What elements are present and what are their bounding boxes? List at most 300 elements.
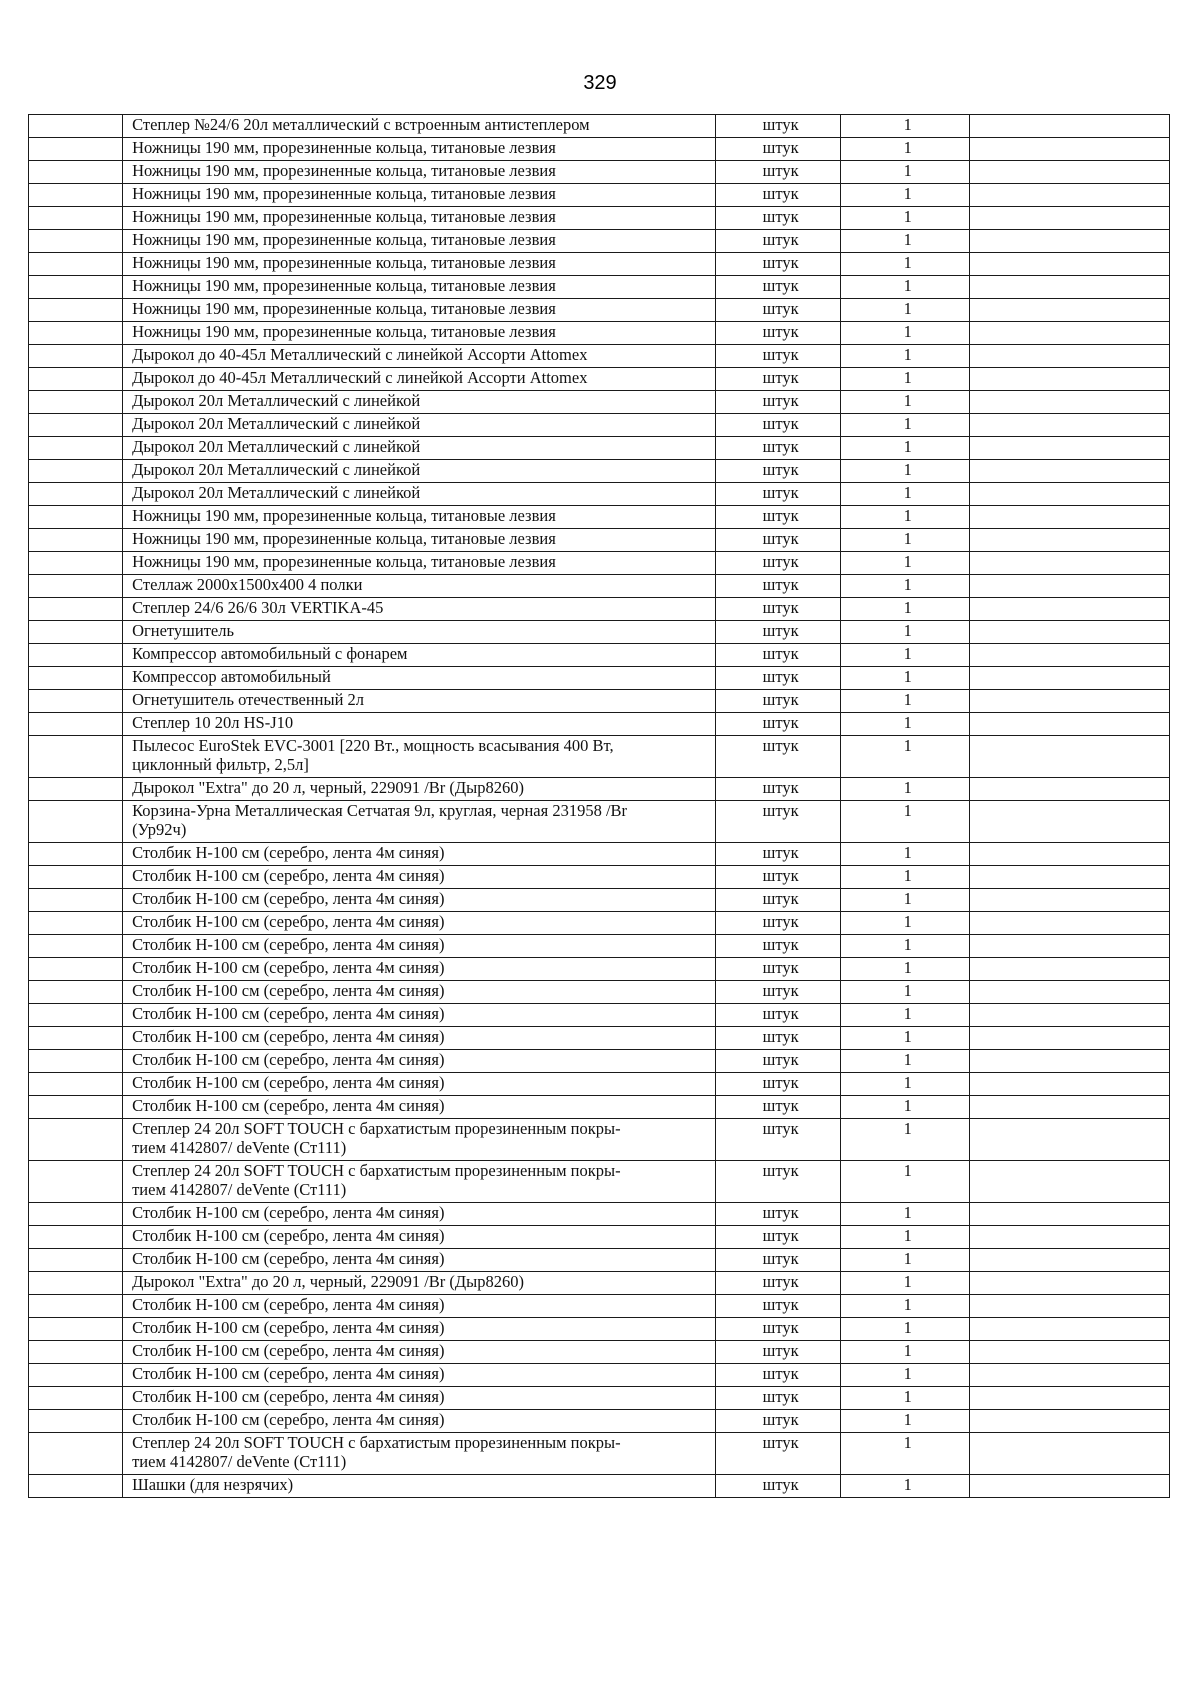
quantity-cell: 1 xyxy=(840,935,969,958)
unit-cell: штук xyxy=(715,1161,840,1203)
row-number-cell xyxy=(29,437,123,460)
item-name-cell: Ножницы 190 мм, прорезиненные кольца, титановые лезвия xyxy=(123,529,716,552)
item-name-cell: Ножницы 190 мм, прорезиненные кольца, титановые лезвия xyxy=(123,299,716,322)
item-name-cell: Столбик Н-100 см (серебро, лента 4м синяя) xyxy=(123,866,716,889)
quantity-cell: 1 xyxy=(840,713,969,736)
quantity-cell: 1 xyxy=(840,1475,969,1498)
unit-cell: штук xyxy=(715,1475,840,1498)
table-row xyxy=(29,1027,1170,1050)
unit-cell: штук xyxy=(715,1226,840,1249)
row-number-cell xyxy=(29,529,123,552)
note-cell xyxy=(969,207,1169,230)
note-cell xyxy=(969,598,1169,621)
quantity-cell: 1 xyxy=(840,276,969,299)
table-row xyxy=(29,299,1170,322)
item-name-cell xyxy=(123,1119,716,1161)
unit-cell: штук xyxy=(715,644,840,667)
unit-cell: штук xyxy=(715,1073,840,1096)
note-cell xyxy=(969,778,1169,801)
row-number-cell xyxy=(29,460,123,483)
item-name-cell: Ножницы 190 мм, прорезиненные кольца, титановые лезвия xyxy=(123,276,716,299)
item-name-line: Корзина-Урна Металлическая Сетчатая 9л, круглая, черная 231958 /Br xyxy=(132,801,628,820)
unit-cell: штук xyxy=(715,1410,840,1433)
item-name-cell: Степлер 10 20л HS-J10 xyxy=(123,713,716,736)
table-row xyxy=(29,667,1170,690)
quantity-cell: 1 xyxy=(840,1341,969,1364)
quantity-cell: 1 xyxy=(840,437,969,460)
quantity-cell: 1 xyxy=(840,958,969,981)
unit-cell: штук xyxy=(715,1096,840,1119)
row-number-cell xyxy=(29,253,123,276)
row-number-cell xyxy=(29,1027,123,1050)
unit-cell: штук xyxy=(715,138,840,161)
quantity-cell: 1 xyxy=(840,161,969,184)
row-number-cell xyxy=(29,1004,123,1027)
item-name-cell: Дырокол "Extra" до 20 л, черный, 229091 /Br (Дыр8260) xyxy=(123,778,716,801)
quantity-cell: 1 xyxy=(840,460,969,483)
quantity-cell: 1 xyxy=(840,912,969,935)
item-name-cell: Ножницы 190 мм, прорезиненные кольца, титановые лезвия xyxy=(123,506,716,529)
quantity-cell: 1 xyxy=(840,1203,969,1226)
note-cell xyxy=(969,1119,1169,1161)
note-cell xyxy=(969,230,1169,253)
unit-cell: штук xyxy=(715,1027,840,1050)
table-row xyxy=(29,958,1170,981)
item-name-line: тием 4142807/ deVente (Ст111) xyxy=(132,1180,347,1199)
quantity-cell: 1 xyxy=(840,1119,969,1161)
row-number-cell xyxy=(29,690,123,713)
note-cell xyxy=(969,1410,1169,1433)
quantity-cell: 1 xyxy=(840,889,969,912)
quantity-cell: 1 xyxy=(840,506,969,529)
note-cell xyxy=(969,483,1169,506)
row-number-cell xyxy=(29,1475,123,1498)
item-name-cell: Столбик Н-100 см (серебро, лента 4м синяя) xyxy=(123,1096,716,1119)
table-row xyxy=(29,1318,1170,1341)
item-name-cell: Дырокол 20л Металлический с линейкой xyxy=(123,391,716,414)
table-row xyxy=(29,843,1170,866)
quantity-cell: 1 xyxy=(840,138,969,161)
table-row xyxy=(29,1475,1170,1498)
item-name-cell: Столбик Н-100 см (серебро, лента 4м синяя) xyxy=(123,981,716,1004)
item-name-cell: Дырокол "Extra" до 20 л, черный, 229091 /Br (Дыр8260) xyxy=(123,1272,716,1295)
item-name-line: Пылесос EuroStek EVC-3001 [220 Вт., мощность всасывания 400 Вт, xyxy=(132,736,614,755)
row-number-cell xyxy=(29,138,123,161)
note-cell xyxy=(969,621,1169,644)
note-cell xyxy=(969,958,1169,981)
quantity-cell: 1 xyxy=(840,322,969,345)
unit-cell: штук xyxy=(715,1004,840,1027)
note-cell xyxy=(969,644,1169,667)
table-row xyxy=(29,912,1170,935)
item-name-cell: Столбик Н-100 см (серебро, лента 4м синяя) xyxy=(123,1318,716,1341)
table-row xyxy=(29,1433,1170,1475)
note-cell xyxy=(969,276,1169,299)
note-cell xyxy=(969,368,1169,391)
row-number-cell xyxy=(29,958,123,981)
item-name-cell xyxy=(123,736,716,778)
note-cell xyxy=(969,1475,1169,1498)
quantity-cell: 1 xyxy=(840,1249,969,1272)
note-cell xyxy=(969,1161,1169,1203)
row-number-cell xyxy=(29,1433,123,1475)
table-row xyxy=(29,621,1170,644)
note-cell xyxy=(969,1050,1169,1073)
unit-cell: штук xyxy=(715,460,840,483)
table-row xyxy=(29,414,1170,437)
item-name-cell: Столбик Н-100 см (серебро, лента 4м синяя) xyxy=(123,912,716,935)
row-number-cell xyxy=(29,801,123,843)
table-row xyxy=(29,230,1170,253)
item-name-cell: Столбик Н-100 см (серебро, лента 4м синяя) xyxy=(123,1341,716,1364)
table-row xyxy=(29,1387,1170,1410)
unit-cell: штук xyxy=(715,115,840,138)
row-number-cell xyxy=(29,230,123,253)
item-name-line: Степлер 24 20л SOFT TOUCH с бархатистым прорезиненным покры- xyxy=(132,1161,621,1180)
table-row xyxy=(29,368,1170,391)
unit-cell: штук xyxy=(715,1341,840,1364)
table-row xyxy=(29,801,1170,843)
row-number-cell xyxy=(29,414,123,437)
item-name-line: тием 4142807/ deVente (Ст111) xyxy=(132,1452,347,1471)
quantity-cell: 1 xyxy=(840,843,969,866)
row-number-cell xyxy=(29,368,123,391)
unit-cell: штук xyxy=(715,778,840,801)
note-cell xyxy=(969,414,1169,437)
row-number-cell xyxy=(29,1096,123,1119)
row-number-cell xyxy=(29,391,123,414)
quantity-cell: 1 xyxy=(840,345,969,368)
note-cell xyxy=(969,1433,1169,1475)
note-cell xyxy=(969,713,1169,736)
item-name-cell xyxy=(123,801,716,843)
item-name-cell: Столбик Н-100 см (серебро, лента 4м синяя) xyxy=(123,958,716,981)
table-row xyxy=(29,184,1170,207)
note-cell xyxy=(969,1318,1169,1341)
unit-cell: штук xyxy=(715,253,840,276)
row-number-cell xyxy=(29,1161,123,1203)
table-row xyxy=(29,1410,1170,1433)
unit-cell: штук xyxy=(715,1433,840,1475)
quantity-cell: 1 xyxy=(840,391,969,414)
item-name-cell: Столбик Н-100 см (серебро, лента 4м синяя) xyxy=(123,1004,716,1027)
item-name-line: Степлер 24 20л SOFT TOUCH с бархатистым прорезиненным покры- xyxy=(132,1119,621,1138)
row-number-cell xyxy=(29,736,123,778)
unit-cell: штук xyxy=(715,1318,840,1341)
unit-cell: штук xyxy=(715,621,840,644)
item-name-cell: Ножницы 190 мм, прорезиненные кольца, титановые лезвия xyxy=(123,253,716,276)
item-name-cell: Ножницы 190 мм, прорезиненные кольца, титановые лезвия xyxy=(123,184,716,207)
quantity-cell: 1 xyxy=(840,207,969,230)
unit-cell: штук xyxy=(715,1203,840,1226)
quantity-cell: 1 xyxy=(840,1387,969,1410)
row-number-cell xyxy=(29,322,123,345)
quantity-cell: 1 xyxy=(840,736,969,778)
note-cell xyxy=(969,1249,1169,1272)
note-cell xyxy=(969,1096,1169,1119)
quantity-cell: 1 xyxy=(840,1433,969,1475)
row-number-cell xyxy=(29,575,123,598)
table-row xyxy=(29,552,1170,575)
item-name-cell: Огнетушитель отечественный 2л xyxy=(123,690,716,713)
table-row xyxy=(29,391,1170,414)
table-row xyxy=(29,322,1170,345)
item-name-cell: Столбик Н-100 см (серебро, лента 4м синяя) xyxy=(123,1050,716,1073)
unit-cell: штук xyxy=(715,912,840,935)
quantity-cell: 1 xyxy=(840,1161,969,1203)
quantity-cell: 1 xyxy=(840,1027,969,1050)
table-row xyxy=(29,276,1170,299)
quantity-cell: 1 xyxy=(840,1004,969,1027)
table-row xyxy=(29,460,1170,483)
quantity-cell: 1 xyxy=(840,621,969,644)
table-row xyxy=(29,598,1170,621)
note-cell xyxy=(969,1341,1169,1364)
unit-cell: штук xyxy=(715,1364,840,1387)
quantity-cell: 1 xyxy=(840,253,969,276)
unit-cell: штук xyxy=(715,690,840,713)
note-cell xyxy=(969,184,1169,207)
note-cell xyxy=(969,912,1169,935)
row-number-cell xyxy=(29,345,123,368)
quantity-cell: 1 xyxy=(840,1364,969,1387)
quantity-cell: 1 xyxy=(840,1272,969,1295)
table-row xyxy=(29,778,1170,801)
table-row xyxy=(29,981,1170,1004)
item-name-cell: Компрессор автомобильный xyxy=(123,667,716,690)
unit-cell: штук xyxy=(715,552,840,575)
row-number-cell xyxy=(29,161,123,184)
note-cell xyxy=(969,1203,1169,1226)
item-name-cell: Дырокол 20л Металлический с линейкой xyxy=(123,414,716,437)
item-name-cell: Столбик Н-100 см (серебро, лента 4м синяя) xyxy=(123,1073,716,1096)
quantity-cell: 1 xyxy=(840,368,969,391)
item-name-cell: Стеллаж 2000х1500х400 4 полки xyxy=(123,575,716,598)
unit-cell: штук xyxy=(715,713,840,736)
table-row xyxy=(29,1341,1170,1364)
unit-cell: штук xyxy=(715,414,840,437)
table-row xyxy=(29,866,1170,889)
table-row xyxy=(29,138,1170,161)
unit-cell: штук xyxy=(715,276,840,299)
unit-cell: штук xyxy=(715,598,840,621)
row-number-cell xyxy=(29,644,123,667)
unit-cell: штук xyxy=(715,1272,840,1295)
inventory-table xyxy=(28,114,1170,1498)
row-number-cell xyxy=(29,1387,123,1410)
item-name-cell: Ножницы 190 мм, прорезиненные кольца, титановые лезвия xyxy=(123,552,716,575)
note-cell xyxy=(969,437,1169,460)
table-row xyxy=(29,736,1170,778)
row-number-cell xyxy=(29,483,123,506)
note-cell xyxy=(969,253,1169,276)
table-row xyxy=(29,1295,1170,1318)
note-cell xyxy=(969,460,1169,483)
item-name-cell xyxy=(123,1433,716,1475)
quantity-cell: 1 xyxy=(840,598,969,621)
row-number-cell xyxy=(29,115,123,138)
note-cell xyxy=(969,801,1169,843)
item-name-line: циклонный фильтр, 2,5л] xyxy=(132,755,309,774)
unit-cell: штук xyxy=(715,801,840,843)
unit-cell: штук xyxy=(715,437,840,460)
note-cell xyxy=(969,690,1169,713)
item-name-cell: Ножницы 190 мм, прорезиненные кольца, титановые лезвия xyxy=(123,207,716,230)
note-cell xyxy=(969,529,1169,552)
quantity-cell: 1 xyxy=(840,1096,969,1119)
unit-cell: штук xyxy=(715,483,840,506)
table-row xyxy=(29,1364,1170,1387)
table-row xyxy=(29,483,1170,506)
note-cell xyxy=(969,843,1169,866)
note-cell xyxy=(969,506,1169,529)
unit-cell: штук xyxy=(715,866,840,889)
note-cell xyxy=(969,1272,1169,1295)
row-number-cell xyxy=(29,184,123,207)
unit-cell: штук xyxy=(715,161,840,184)
note-cell xyxy=(969,115,1169,138)
row-number-cell xyxy=(29,935,123,958)
table-row xyxy=(29,644,1170,667)
note-cell xyxy=(969,889,1169,912)
table-row xyxy=(29,345,1170,368)
item-name-cell: Столбик Н-100 см (серебро, лента 4м синяя) xyxy=(123,889,716,912)
table-row xyxy=(29,575,1170,598)
row-number-cell xyxy=(29,713,123,736)
table-row xyxy=(29,889,1170,912)
quantity-cell: 1 xyxy=(840,1410,969,1433)
note-cell xyxy=(969,345,1169,368)
note-cell xyxy=(969,575,1169,598)
table-row xyxy=(29,253,1170,276)
item-name-cell: Дырокол 20л Металлический с линейкой xyxy=(123,437,716,460)
quantity-cell: 1 xyxy=(840,778,969,801)
quantity-cell: 1 xyxy=(840,230,969,253)
unit-cell: штук xyxy=(715,230,840,253)
unit-cell: штук xyxy=(715,889,840,912)
item-name-cell: Столбик Н-100 см (серебро, лента 4м синяя) xyxy=(123,935,716,958)
item-name-cell: Дырокол 20л Металлический с линейкой xyxy=(123,460,716,483)
item-name-cell: Шашки (для незрячих) xyxy=(123,1475,716,1498)
unit-cell: штук xyxy=(715,322,840,345)
row-number-cell xyxy=(29,598,123,621)
table-row xyxy=(29,935,1170,958)
table-row xyxy=(29,529,1170,552)
row-number-cell xyxy=(29,1318,123,1341)
note-cell xyxy=(969,391,1169,414)
unit-cell: штук xyxy=(715,391,840,414)
inventory-table-body xyxy=(29,115,1170,1498)
unit-cell: штук xyxy=(715,368,840,391)
row-number-cell xyxy=(29,866,123,889)
row-number-cell xyxy=(29,506,123,529)
quantity-cell: 1 xyxy=(840,414,969,437)
quantity-cell: 1 xyxy=(840,801,969,843)
item-name-cell: Степлер 24/6 26/6 30л VERTIKA-45 xyxy=(123,598,716,621)
item-name-line: (Ур92ч) xyxy=(132,820,187,839)
item-name-cell: Дырокол 20л Металлический с линейкой xyxy=(123,483,716,506)
item-name-cell: Компрессор автомобильный с фонарем xyxy=(123,644,716,667)
row-number-cell xyxy=(29,621,123,644)
quantity-cell: 1 xyxy=(840,1318,969,1341)
unit-cell: штук xyxy=(715,958,840,981)
unit-cell: штук xyxy=(715,1387,840,1410)
table-row xyxy=(29,690,1170,713)
row-number-cell xyxy=(29,1249,123,1272)
item-name-cell: Столбик Н-100 см (серебро, лента 4м синяя) xyxy=(123,1249,716,1272)
row-number-cell xyxy=(29,1050,123,1073)
table-row xyxy=(29,506,1170,529)
item-name-cell: Дырокол до 40-45л Металлический с линейкой Ассорти Attomex xyxy=(123,368,716,391)
row-number-cell xyxy=(29,843,123,866)
quantity-cell: 1 xyxy=(840,1073,969,1096)
row-number-cell xyxy=(29,1203,123,1226)
table-row xyxy=(29,713,1170,736)
unit-cell: штук xyxy=(715,935,840,958)
page-number: 329 xyxy=(583,72,617,94)
quantity-cell: 1 xyxy=(840,981,969,1004)
table-row xyxy=(29,161,1170,184)
row-number-cell xyxy=(29,276,123,299)
note-cell xyxy=(969,981,1169,1004)
note-cell xyxy=(969,1295,1169,1318)
table-row xyxy=(29,1226,1170,1249)
row-number-cell xyxy=(29,207,123,230)
note-cell xyxy=(969,1027,1169,1050)
note-cell xyxy=(969,667,1169,690)
note-cell xyxy=(969,935,1169,958)
note-cell xyxy=(969,1073,1169,1096)
table-row xyxy=(29,1203,1170,1226)
row-number-cell xyxy=(29,912,123,935)
note-cell xyxy=(969,138,1169,161)
quantity-cell: 1 xyxy=(840,1050,969,1073)
unit-cell: штук xyxy=(715,207,840,230)
quantity-cell: 1 xyxy=(840,644,969,667)
row-number-cell xyxy=(29,1119,123,1161)
item-name-cell: Столбик Н-100 см (серебро, лента 4м синяя) xyxy=(123,1203,716,1226)
table-row xyxy=(29,1161,1170,1203)
quantity-cell: 1 xyxy=(840,529,969,552)
unit-cell: штук xyxy=(715,1249,840,1272)
table-row xyxy=(29,1249,1170,1272)
quantity-cell: 1 xyxy=(840,483,969,506)
table-row xyxy=(29,1096,1170,1119)
row-number-cell xyxy=(29,778,123,801)
table-row xyxy=(29,1004,1170,1027)
row-number-cell xyxy=(29,552,123,575)
quantity-cell: 1 xyxy=(840,866,969,889)
item-name-cell: Ножницы 190 мм, прорезиненные кольца, титановые лезвия xyxy=(123,230,716,253)
row-number-cell xyxy=(29,1226,123,1249)
item-name-cell xyxy=(123,1161,716,1203)
table-row xyxy=(29,1073,1170,1096)
note-cell xyxy=(969,161,1169,184)
unit-cell: штук xyxy=(715,345,840,368)
row-number-cell xyxy=(29,1410,123,1433)
quantity-cell: 1 xyxy=(840,184,969,207)
unit-cell: штук xyxy=(715,1295,840,1318)
unit-cell: штук xyxy=(715,667,840,690)
unit-cell: штук xyxy=(715,184,840,207)
item-name-cell: Столбик Н-100 см (серебро, лента 4м синяя) xyxy=(123,1364,716,1387)
quantity-cell: 1 xyxy=(840,1226,969,1249)
unit-cell: штук xyxy=(715,1119,840,1161)
table-row xyxy=(29,437,1170,460)
quantity-cell: 1 xyxy=(840,115,969,138)
note-cell xyxy=(969,736,1169,778)
note-cell xyxy=(969,322,1169,345)
